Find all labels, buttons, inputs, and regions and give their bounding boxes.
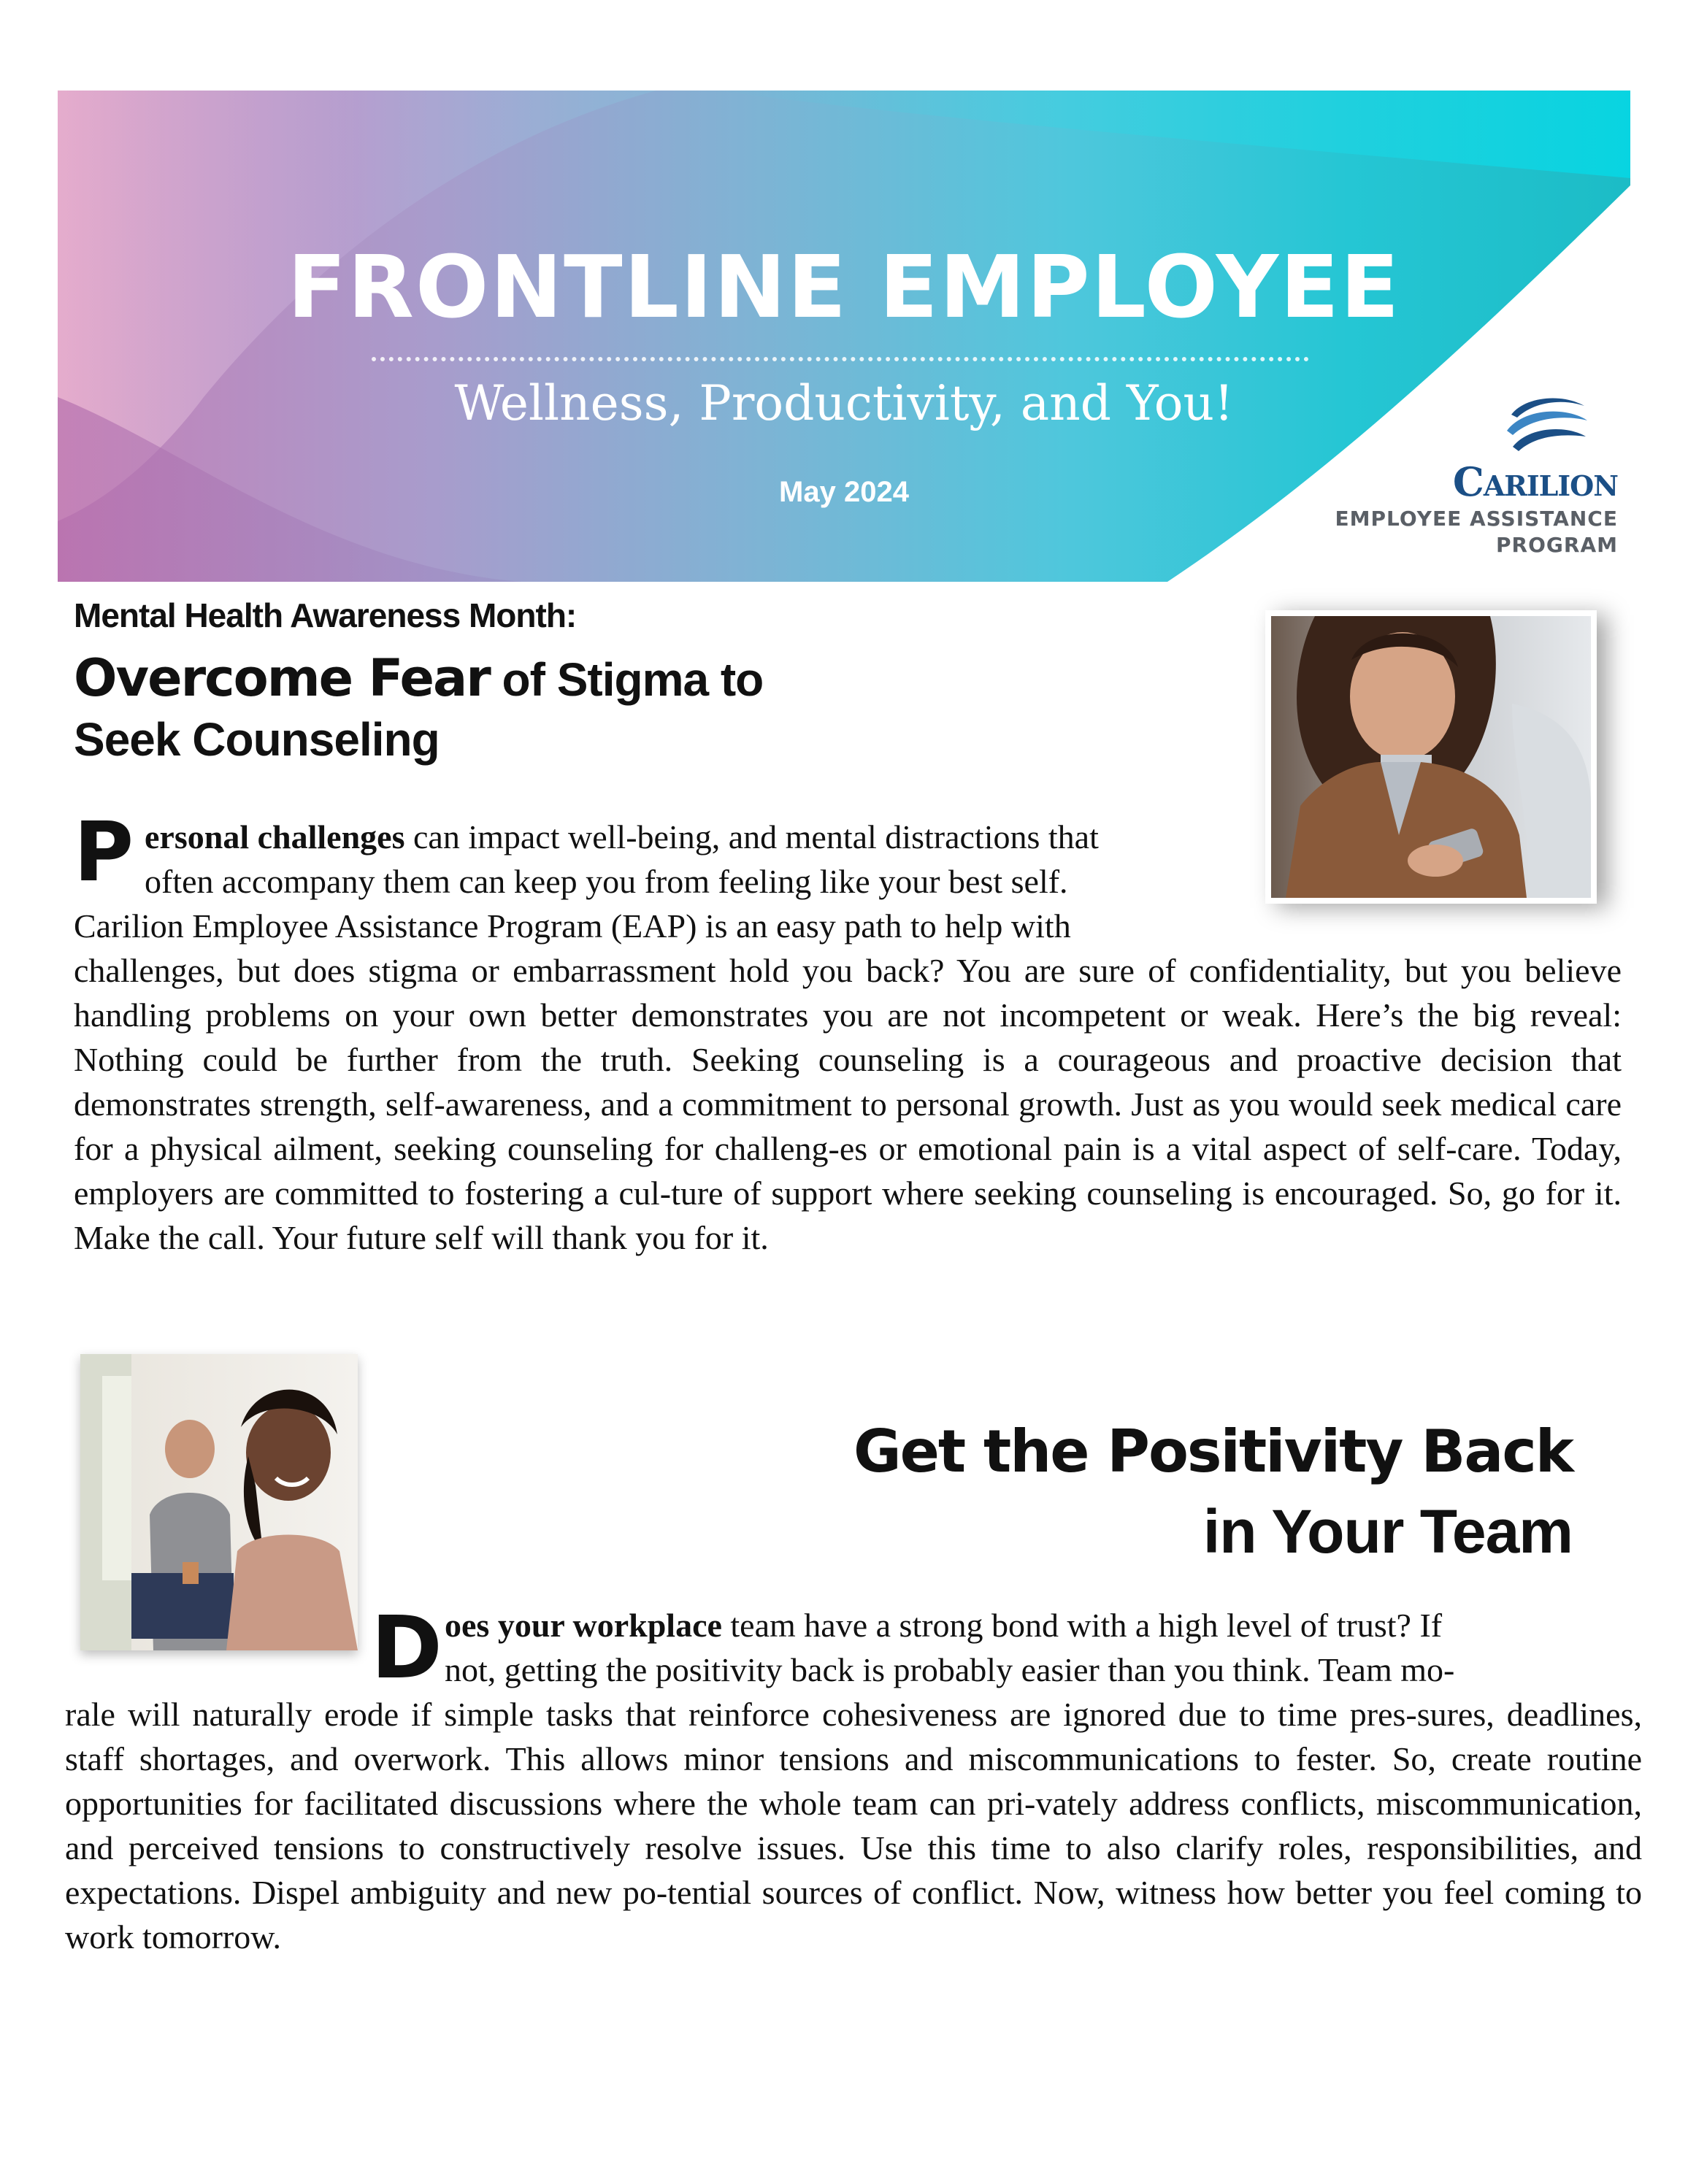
headline-emphasis: Overcome Fear: [74, 648, 490, 708]
article1-line2: often accompany them can keep you from feeling like your best self.: [145, 863, 1068, 900]
article1-drop-cap: P: [74, 805, 134, 900]
carilion-logo-name: Carilion: [1452, 458, 1618, 505]
lead-in-bold: ersonal challenges: [145, 818, 405, 855]
logo-tagline-line1: EMPLOYEE ASSISTANCE: [1335, 507, 1618, 531]
article2-paragraph-rest: rale will naturally erode if simple tasks that reinforce cohesiveness are ignored due to time pres-sures, deadlines, staff shortages, and overwork. This allows minor tensions and miscommunications to fester. So, create routine opportunities for facilitated discussions where the whole team can pri-vately address conflicts, miscommunication, and perceived tensions to constructively resolve issues. Use this time to also clarify roles, responsibilities, and expectations. Dispel ambiguity and new po-tential sources of conflict. Now, witness how better you feel coming to work tomorrow.: [65, 1696, 1642, 1956]
article2-headline-line2: in Your Team: [1202, 1497, 1573, 1566]
article2-line2: not, getting the positivity back is probably easier than you think. Team mo-: [445, 1651, 1455, 1688]
article1-paragraph-rest: challenges, but does stigma or embarrassment hold you back? You are sure of confidentiality, but you believe handling problems on your own better demonstrates you are not incompetent or weak. Here’s the big reveal: Nothing could be further from the truth. Seeking counseling is a courageous and proactive decision that demonstrates strength, self-awareness, and a commitment to personal growth. Just as you would seek medical care for a physical ailment, seeking counseling for challeng-es or emotional pain is a vital aspect of self-care. Today, employers are committed to fostering a cul-ture of support where seeking counseling is encouraged. So, go for it. Make the call. Your future self will thank you for it.: [74, 952, 1622, 1256]
article2-photo: [80, 1354, 358, 1650]
newsletter-title: FRONTLINE EMPLOYEE: [287, 237, 1401, 337]
lead-in-bold: oes your workplace: [445, 1607, 722, 1644]
newsletter-subtitle: Wellness, Productivity, and You!: [454, 375, 1234, 431]
issue-date: May 2024: [779, 476, 909, 508]
article2-drop-cap: D: [371, 1597, 442, 1698]
article1-photo: [1265, 610, 1597, 904]
title-divider: [372, 357, 1309, 361]
swoosh-icon: [1503, 393, 1590, 455]
logo-tagline-line2: PROGRAM: [1496, 533, 1618, 557]
article2-line1: oes your workplace team have a strong bond with a high level of trust? If: [445, 1607, 1443, 1644]
article1-kicker: Mental Health Awareness Month:: [74, 596, 577, 634]
article1-headline: [74, 648, 763, 769]
article2-headline-line1: Get the Positivity Back: [853, 1418, 1573, 1485]
headline-rest: of Stigma to: [489, 653, 764, 706]
woman-with-phone-image: [1271, 616, 1591, 898]
article1-line3: Carilion Employee Assistance Program (EAP) is an easy path to help with: [74, 907, 1071, 945]
headline-line2: Seek Counseling: [74, 713, 440, 766]
group-meeting-image: [80, 1354, 358, 1650]
article1-line1: ersonal challenges can impact well-being, and mental distractions that: [145, 818, 1099, 855]
